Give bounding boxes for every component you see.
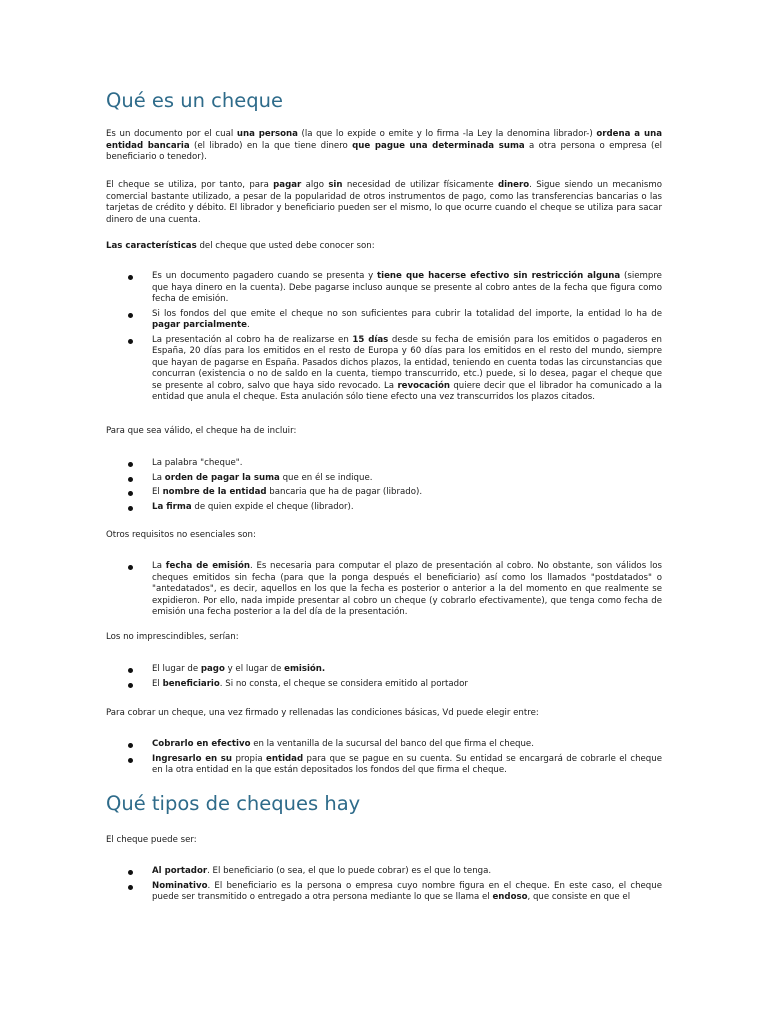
section-title-tipos: Qué tipos de cheques hay [106, 792, 361, 815]
paragraph-otros-intro [106, 530, 256, 542]
list-item-caracteristica [106, 271, 662, 306]
text-run: para que se pague en su cuenta. Su entidad se encargará de cobrarle el cheque en la otra entidad en la que están depositados los fondos del que firma el cheque. [152, 753, 662, 775]
text-run: . Si no consta, el cheque se considera emitido al portador [219, 678, 468, 689]
bold-text-run: beneficiario [162, 678, 220, 689]
bold-text-run: dinero [497, 180, 530, 190]
text-run: La presentación al cobro ha de realizarse en [152, 334, 353, 345]
text-run: . El beneficiario (o sea, el que lo puede cobrar) es el que lo tenga. [207, 866, 492, 876]
list-item-caracteristica [106, 335, 662, 404]
text-run: Los no imprescindibles, serían: [106, 632, 239, 642]
bullet-icon [128, 506, 133, 511]
text-run: El cheque se utiliza, por tanto, para [106, 180, 274, 190]
bold-text-run: Las características [106, 241, 197, 251]
bullet-icon [128, 885, 133, 890]
paragraph-utiliza [106, 180, 662, 226]
list-item-no-imprescindible [106, 679, 468, 691]
text-run: Es un documento por el cual [106, 129, 237, 139]
bullet-icon [128, 491, 133, 496]
text-run: y el lugar de [224, 664, 285, 674]
text-run: algo [301, 180, 329, 190]
list-item-requisito [106, 473, 422, 485]
paragraph-intro [106, 129, 662, 164]
text-run: . Es necesaria para computar el plazo de presentación al cobro. No obstante, son válidos los cheques emitidos sin fecha (para que la ponga después el beneficiario) así como los llamados "postdatados" o "antedatados", es decir, aquellos en los que la fecha es posterior o anterior a la del momento en que realmente se expidieron. Por ello, nada impide presentar al cobro un cheque (y cobrarlo efectivamente), que tenga como fecha de emisión una fecha posterior a la del día de la presentación. [152, 561, 662, 617]
bold-text-run: una persona [236, 129, 298, 139]
bullet-icon [128, 477, 133, 482]
bold-text-run: Nominativo [152, 880, 208, 891]
list-item-forma-cobro [106, 739, 662, 751]
text-run: de quien expide el cheque (librador). [191, 501, 354, 512]
text-run: El [152, 678, 163, 689]
paragraph-caracteristicas-intro [106, 241, 375, 253]
text-run: , que consiste en que el [527, 892, 631, 902]
bold-text-run: 15 días [352, 334, 389, 345]
text-run: Para cobrar un cheque, una vez firmado y rellenadas las condiciones básicas, Vd puede elegir entre: [106, 708, 539, 718]
text-run: Si los fondos del que emite el cheque no son suficientes para cubrir la totalidad del importe, la entidad lo ha de [152, 308, 662, 319]
text-run: . Sigue siendo un mecanismo comercial bastante utilizado, a pesar de la popularidad de otros instrumentos de pago, como las transferencias bancarias o las tarjetas de crédito y débito. El librador y beneficiario pueden ser el mismo, lo que ocurre cuando el cheque se utiliza para sacar dinero de una cuenta. [106, 180, 662, 225]
bold-text-run: sin [328, 180, 343, 190]
text-run: Otros requisitos no esenciales son: [106, 530, 256, 540]
paragraph-cobrar-intro [106, 708, 539, 720]
bullet-icon [128, 275, 133, 280]
text-run: a otra persona o empresa (el beneficiario o tenedor). [106, 140, 663, 162]
list-item-requisito [106, 458, 422, 470]
bullet-icon [128, 758, 133, 763]
text-run: La [152, 561, 166, 571]
list-item-no-imprescindible [106, 664, 468, 676]
bullet-icon [128, 683, 133, 688]
text-run: El cheque puede ser: [106, 835, 197, 845]
bold-text-run: endoso [492, 892, 528, 902]
text-run: desde su fecha de emisión para los emitidos o pagaderos en España, 20 días para los emitidos en el resto de Europa y 60 días para los emitidos en el resto del mundo, siempre que hayan de pagarse en España. Pasados dichos plazos, la entidad, teniendo en cuenta todas las circunstancias que concurran (existencia o no de saldo en la cuenta, tiempo transcurrido, etc.) puede, si lo desea, pagar el cheque que se presente al cobro, salvo que haya sido revocado. La [152, 334, 663, 391]
text-run: . [246, 320, 250, 330]
bold-text-run: que pague una determinada suma [352, 140, 525, 151]
bold-text-run: pagar [273, 180, 302, 190]
text-run: (siempre que haya dinero en la cuenta). Debe pagarse incluso aunque se presente al cobro antes de la fecha que figura como fecha de emisión. [152, 271, 662, 304]
list-requisitos-validos [106, 458, 422, 516]
bold-text-run: ordena a una entidad bancaria [106, 129, 662, 151]
bullet-icon [128, 870, 133, 875]
bullet-icon [128, 565, 133, 570]
text-run: El lugar de [152, 664, 201, 674]
bullet-icon [128, 743, 133, 748]
text-run: Es un documento pagadero cuando se presenta y [152, 271, 378, 281]
list-item-no-esencial [106, 561, 662, 619]
text-run: Para que sea válido, el cheque ha de incluir: [106, 426, 297, 436]
list-item-caracteristica [106, 309, 662, 332]
text-run: bancaria que ha de pagar (librado). [266, 487, 423, 497]
text-run: La palabra "cheque". [152, 458, 243, 468]
bullet-icon [128, 462, 133, 467]
list-formas-cobro [106, 739, 662, 780]
bold-text-run: La firma [152, 501, 192, 512]
bold-text-run: pagar parcialmente [152, 320, 247, 330]
bold-text-run: pago [200, 664, 225, 674]
list-item-tipo-cheque [106, 866, 662, 878]
list-item-requisito [106, 487, 422, 499]
text-run: que en él se indique. [279, 472, 373, 483]
list-tipos-cheque [106, 866, 662, 907]
text-run: . El beneficiario es la persona o empresa cuyo nombre figura en el cheque. En este caso, el cheque puede ser transmitido o entregado a otra persona mediante lo que se llama el [152, 880, 662, 902]
bold-text-run: Ingresarlo en su [152, 753, 233, 764]
bold-text-run: fecha de emisión [165, 561, 251, 571]
bold-text-run: Al portador [152, 866, 208, 876]
text-run: necesidad de utilizar físicamente [342, 180, 498, 190]
text-run: (la que lo expide o emite y lo firma -la Ley la denomina librador-) [297, 129, 597, 139]
text-run: quiere decir que el librador ha comunicado a la entidad que anula el cheque. Esta anulación sólo tiene efecto una vez transcurridos los plazos citados. [152, 380, 662, 402]
text-run: en la ventanilla de la sucursal del banco del que firma el cheque. [250, 739, 534, 749]
list-no-imprescindibles [106, 664, 468, 693]
bold-text-run: Cobrarlo en efectivo [152, 739, 251, 749]
text-run: (el librado) en la que tiene dinero [189, 140, 353, 151]
text-run: del cheque que usted debe conocer son: [196, 241, 375, 251]
bullet-icon [128, 313, 133, 318]
bold-text-run: entidad [266, 753, 304, 764]
list-item-tipo-cheque [106, 881, 662, 904]
paragraph-valido-intro [106, 426, 296, 438]
bullet-icon [128, 339, 133, 344]
list-caracteristicas [106, 271, 662, 407]
list-requisitos-no-esenciales [106, 561, 662, 622]
bold-text-run: emisión. [284, 664, 326, 674]
paragraph-puede-ser [106, 835, 197, 847]
bold-text-run: tiene que hacerse efectivo sin restricción alguna [377, 271, 621, 281]
paragraph-no-imprescindibles-intro [106, 632, 239, 644]
bold-text-run: revocación [397, 380, 450, 391]
bold-text-run: nombre de la entidad [162, 487, 267, 497]
text-run: El [152, 487, 163, 497]
list-item-forma-cobro [106, 754, 662, 777]
bold-text-run: orden de pagar la suma [164, 472, 280, 483]
text-run: propia [232, 753, 267, 764]
section-title-que-es: Qué es un cheque [106, 89, 283, 112]
bullet-icon [128, 668, 133, 673]
text-run: La [152, 472, 165, 483]
list-item-requisito [106, 502, 422, 514]
